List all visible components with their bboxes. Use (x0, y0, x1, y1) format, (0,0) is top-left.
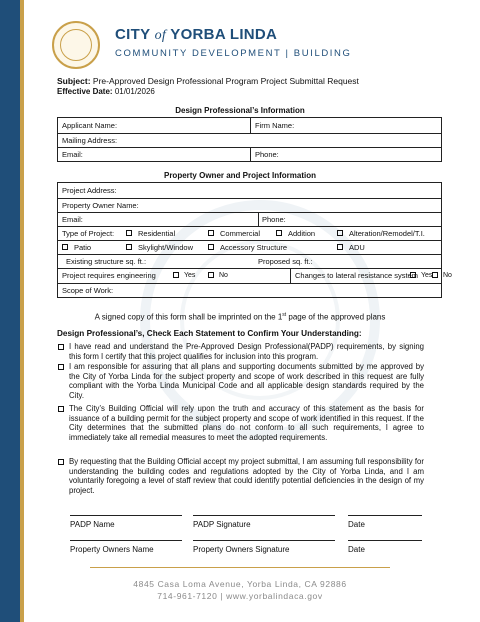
scope-of-work-field[interactable]: Scope of Work: (62, 286, 114, 295)
engineering-no-checkbox[interactable] (208, 272, 214, 278)
statement-1-checkbox[interactable] (58, 344, 64, 350)
engineering-label: Project requires engineering (62, 271, 156, 280)
alteration-checkbox[interactable] (337, 230, 343, 236)
adu-checkbox[interactable] (337, 244, 343, 250)
addition-checkbox[interactable] (276, 230, 282, 236)
footer-address: 4845 Casa Loma Avenue, Yorba Linda, CA 92886 (133, 579, 347, 589)
date-label-1: Date (348, 520, 365, 529)
statement-4-checkbox[interactable] (58, 459, 64, 465)
applicant-name-field[interactable]: Applicant Name: (62, 121, 118, 130)
lateral-yes-checkbox[interactable] (410, 272, 416, 278)
email-field[interactable]: Email: (62, 150, 83, 159)
commercial-checkbox[interactable] (208, 230, 214, 236)
date-label-2: Date (348, 545, 365, 554)
statement-2-checkbox[interactable] (58, 364, 64, 370)
subject-line: Subject: Pre-Approved Design Professional Program Project Submittal Request (57, 76, 359, 86)
existing-sqft-field[interactable]: Existing structure sq. ft.: (66, 257, 147, 266)
owner-email-field[interactable]: Email: (62, 215, 83, 224)
owner-name-field[interactable]: Property Owner Name: (62, 201, 139, 210)
owner-name-line[interactable] (70, 540, 182, 541)
owner-project-table: Project Address: Property Owner Name: Email: Phone: Type of Project: Residential Commercial Addition Alteration/Remodel/T.I. Patio Skylight/Window Accessory Structure ADU Existing structure sq. ft.: Proposed sq. ft.: Project requires engineering Yes No Changes to lateral resistance system Yes No Scope of Work: (57, 182, 442, 298)
owner-phone-field[interactable]: Phone: (262, 215, 286, 224)
mailing-address-field[interactable]: Mailing Address: (62, 136, 118, 145)
effective-date-line: Effective Date: 01/01/2026 (57, 87, 155, 96)
patio-checkbox[interactable] (62, 244, 68, 250)
owner-signature-line[interactable] (193, 540, 335, 541)
padp-name-label: PADP Name (70, 520, 115, 529)
firm-name-field[interactable]: Firm Name: (255, 121, 295, 130)
date-line-1[interactable] (348, 515, 422, 516)
department-subtitle: COMMUNITY DEVELOPMENT | BUILDING (115, 48, 352, 59)
statement-3-checkbox[interactable] (58, 406, 64, 412)
date-line-2[interactable] (348, 540, 422, 541)
project-address-field[interactable]: Project Address: (62, 186, 117, 195)
city-seal-logo (52, 21, 100, 69)
proposed-sqft-field[interactable]: Proposed sq. ft.: (258, 257, 313, 266)
owner-project-heading: Property Owner and Project Information (163, 171, 317, 180)
padp-signature-label: PADP Signature (193, 520, 251, 529)
statement-3-text: The City’s Building Official will rely upon the truth and accuracy of this statement as the basis for issuance of a building permit for the subject property and scope of work identified in this request. If the City determines that the submitted plans do not conform to all such requirements, I agree to immediately take all remedial measures to meet the adopted requirements. (69, 404, 424, 442)
padp-name-line[interactable] (70, 515, 182, 516)
padp-signature-line[interactable] (193, 515, 335, 516)
design-professional-table (57, 117, 442, 162)
lateral-label: Changes to lateral resistance system (295, 271, 418, 280)
phone-field[interactable]: Phone: (255, 150, 279, 159)
city-name-heading: CITY of YORBA LINDA (115, 26, 278, 43)
accessory-structure-checkbox[interactable] (208, 244, 214, 250)
owner-signature-label: Property Owners Signature (193, 545, 290, 554)
footer-divider (90, 567, 390, 568)
lateral-no-checkbox[interactable] (432, 272, 438, 278)
type-of-project-label: Type of Project: (62, 229, 115, 238)
owner-name-label: Property Owners Name (70, 545, 154, 554)
engineering-yes-checkbox[interactable] (173, 272, 179, 278)
residential-checkbox[interactable] (126, 230, 132, 236)
design-professional-heading: Design Professional’s Information (175, 106, 305, 115)
footer-contact: 714-961-7120 | www.yorbalindaca.gov (157, 591, 323, 601)
statement-2-text: I am responsible for assuring that all plans and supporting documents submitted by me approved by the City of Yorba Linda for the subject property and scope of work described in this request are fully compliant with the Yorba Linda Municipal Code and all applicable design standards required by the City. (69, 362, 424, 400)
checklist-heading: Design Professional’s, Check Each Statement to Confirm Your Understanding: (57, 329, 362, 338)
skylight-window-checkbox[interactable] (126, 244, 132, 250)
statement-1-text: I have read and understand the Pre-Approved Design Professional(PADP) requirements, by signing this form I certify that this project qualifies for inclusion into this program. (69, 342, 424, 361)
statement-4-text: By requesting that the Building Official accept my project submittal, I am assuming full responsibility for understanding the building codes and regulations adopted by the City of Yorba Linda, and I am voluntarily foregoing a level of staff review that could identify potential deficiencies in the design of my project. (69, 457, 424, 495)
signed-copy-note: A signed copy of this form shall be imprinted on the 1st page of the approved plans (94, 312, 386, 322)
